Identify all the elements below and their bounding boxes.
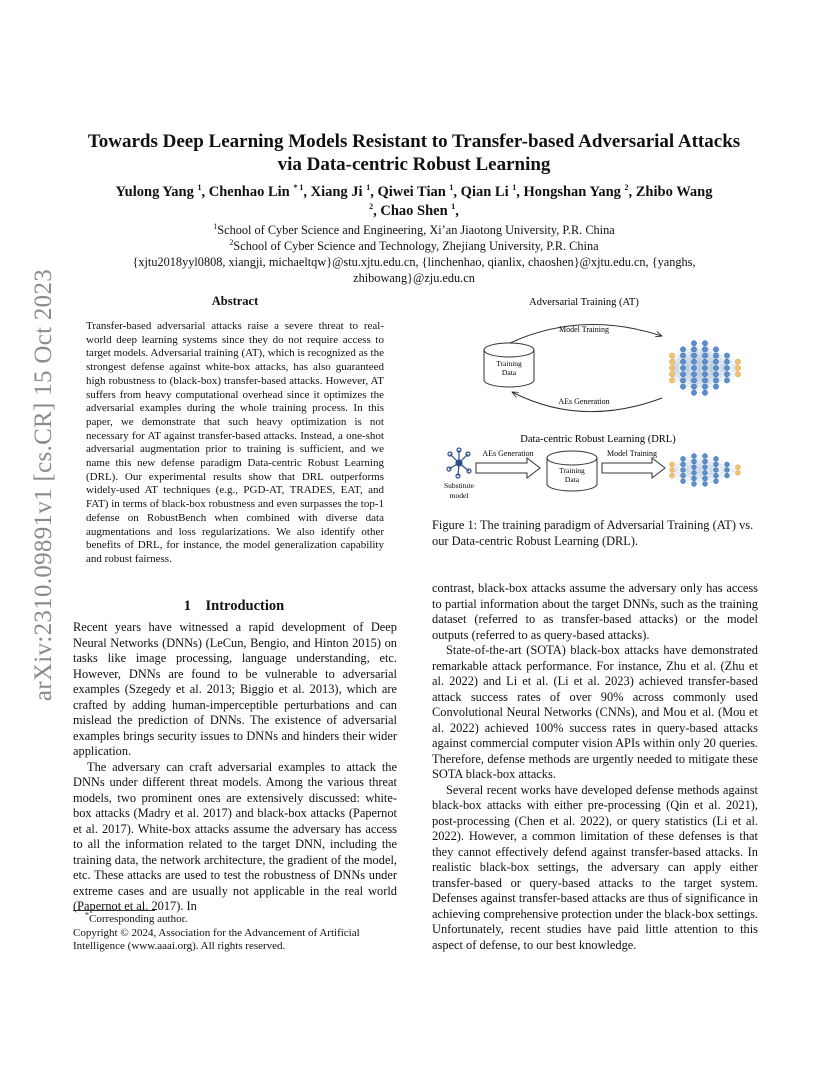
network-node	[736, 470, 741, 475]
network-node	[680, 347, 685, 352]
title-line-2: via Data-centric Robust Learning	[277, 154, 551, 175]
network-node	[702, 384, 707, 389]
emails-line-1: {xjtu2018yyl0808, xiangji, michaeltqw}@stu.xjtu.edu.cn, {linchenhao, qianlix, chaoshen}@xjtu.edu.cn, {yanghs,	[132, 255, 696, 269]
network-node	[713, 378, 718, 383]
affiliations	[60, 222, 768, 286]
affiliation-1: $^1$School of Cyber Science and Engineering, Xi’an Jiaotong University, P.R. China	[213, 221, 615, 237]
network-node	[713, 347, 718, 352]
network-node	[669, 372, 674, 377]
network-node	[735, 365, 740, 370]
network-node	[702, 365, 707, 370]
introduction-body	[73, 620, 397, 915]
at-training-data-cylinder	[484, 343, 534, 387]
drl-model-training-arrow	[602, 458, 665, 478]
network-node	[702, 372, 707, 377]
intro-paragraph-1: Recent years have witnessed a rapid development of Deep Neural Networks (DNNs) (LeCun, Bengio, and Hinton 2015) on tasks like image processing, language understanding, etc. However, DNNs are found to be vulnerable to adversarial examples (Szegedy et al. 2013; Biggio et al. 2013), which are crafted by adding human-imperceptible perturbations and can mislead the prediction of DNNs. The existence of adversarial examples brings security issues to DNNs and hinders their wider application.	[73, 620, 397, 758]
drl-aes-generation-label: AEs Generation	[482, 449, 534, 458]
network-node	[703, 454, 708, 459]
right-column-body	[432, 581, 758, 953]
network-node	[691, 372, 696, 377]
copyright-notice: Copyright © 2024, Association for the Advancement of Artificial Intelligence (www.aaai.org). All rights reserved.	[73, 926, 360, 952]
network-node	[669, 353, 674, 358]
network-node	[703, 470, 708, 475]
network-node	[724, 372, 729, 377]
network-node	[692, 459, 697, 464]
substitute-label: Substitute	[443, 481, 475, 490]
network-node	[714, 473, 719, 478]
right-paragraph-3: Several recent works have developed defense methods against black-box attacks with either pre-processing (Qin et al. 2021), post-processing (Chen et al. 2022), or query statistics (Li et al. 2022). However, a common limitation of these defenses is that they cannot effectively defend against transfer-based attacks. In realistic black-box settings, the adversary can apply either transfer-based or query-based attacks to the target system. Defenses against transfer-based attacks are thus of significance in achieving comprehensive protection under the black-box settings. Unfortunately, recent studies have paid little attention to this aspect of defense, to our best knowledge.	[432, 782, 758, 952]
at-data-label: Data	[501, 368, 517, 377]
network-node	[724, 365, 729, 370]
network-node	[725, 468, 730, 473]
network-node	[680, 378, 685, 383]
right-paragraph-2: State-of-the-art (SOTA) black-box attacks have demonstrated remarkable attack performance. For instance, Zhu et al. (Zhu et al. 2022) and Li et al. (Li et al. 2023) achieved transfer-based attack success rates of over 90% across commonly used Convolutional Neural Networks (CNNs), and Mou et al. (Mou et al. 2022) achieved 100% success rates in query-based attacks against commercial computer vision APIs within only 20 queries. Therefore, defense methods are urgently needed to mitigate these SOTA black-box attacks.	[432, 643, 758, 781]
network-node	[680, 372, 685, 377]
substitute-model-icon	[447, 448, 471, 478]
network-node	[724, 378, 729, 383]
network-node	[713, 359, 718, 364]
figure-1-diagram	[432, 288, 758, 510]
affiliation-2: $^2$School of Cyber Science and Technology, Zhejiang University, P.R. China	[229, 237, 599, 253]
network-node	[714, 456, 719, 461]
paper-title	[60, 130, 768, 176]
network-node	[713, 384, 718, 389]
network-node	[691, 390, 696, 395]
network-node	[680, 359, 685, 364]
abstract-text: Transfer-based adversarial attacks raise a severe threat to real-world deep learning systems since they do not require access to target models. Adversarial training (AT), which is recognized as the strongest defense against white-box attacks, has also guaranteed high robustness to (black-box) transfer-based attacks. However, AT suffers from heavy computational overhead since it optimizes the adversarial examples during the whole training process. In this paper, we demonstrate that such heavy optimization is not necessary for AT against transfer-based attacks. Instead, a one-shot adversarial augmentation prior to training is sufficient, and we name this new defense paradigm Data-centric Robust Learning (DRL). Our experimental results show that DRL outperforms widely-used AT techniques (e.g., PGD-AT, TRADES, EAT, and FAT) in terms of black-box robustness and even surpasses the top-1 defense on RobustBench when combined with diverse data augmentations and loss regularizations. We also identify other benefits of DRL, for instance, the model generalization capability and robust fairness.	[86, 320, 384, 565]
emails-line-2: zhibowang}@zju.edu.cn	[353, 271, 475, 285]
network-node	[691, 353, 696, 358]
drl-neural-network-icon	[670, 454, 741, 487]
network-node	[692, 465, 697, 470]
drl-model-training-label: Model Training	[606, 449, 658, 458]
at-section-title: Adversarial Training (AT)	[529, 297, 639, 308]
drl-section-title: Data-centric Robust Learning (DRL)	[520, 434, 676, 445]
network-node	[670, 462, 675, 467]
network-node	[680, 384, 685, 389]
network-node	[702, 341, 707, 346]
author-list	[60, 183, 768, 221]
network-node	[680, 365, 685, 370]
network-node	[669, 378, 674, 383]
network-node	[702, 347, 707, 352]
network-node	[669, 359, 674, 364]
network-node	[669, 365, 674, 370]
network-node	[725, 473, 730, 478]
at-neural-network-icon	[669, 341, 740, 396]
right-paragraph-1: contrast, black-box attacks assume the adversary only has access to partial information about the target DNNs, such as the training dataset (referred to as transfer-based attacks) or the model outputs (referred to as query-based attacks).	[432, 581, 758, 642]
network-node	[736, 465, 741, 470]
network-node	[714, 462, 719, 467]
network-node	[692, 482, 697, 487]
model-label: model	[449, 491, 469, 500]
network-node	[702, 390, 707, 395]
figure-1-caption: Figure 1: The training paradigm of Adversarial Training (AT) vs. our Data-centric Robust Learning (DRL).	[432, 518, 754, 548]
network-node	[703, 482, 708, 487]
drl-training-label: Training	[559, 466, 585, 475]
at-aes-generation-label: AEs Generation	[558, 397, 610, 406]
at-training-label: Training	[496, 359, 522, 368]
network-node	[692, 476, 697, 481]
drl-aes-generation-arrow	[476, 458, 540, 478]
network-node	[691, 347, 696, 352]
network-node	[702, 378, 707, 383]
footnote	[73, 910, 397, 954]
drl-training-data-cylinder	[547, 451, 597, 491]
network-node	[691, 365, 696, 370]
network-node	[681, 473, 686, 478]
drl-data-label: Data	[564, 475, 580, 484]
title-line-1: Towards Deep Learning Models Resistant to Transfer-based Adversarial Attacks	[87, 131, 741, 152]
network-node	[681, 479, 686, 484]
abstract-heading: Abstract	[211, 294, 259, 308]
network-node	[735, 372, 740, 377]
network-node	[714, 468, 719, 473]
network-node	[714, 479, 719, 484]
network-node	[670, 473, 675, 478]
network-node	[691, 384, 696, 389]
network-node	[680, 353, 685, 358]
network-node	[681, 456, 686, 461]
network-node	[724, 359, 729, 364]
network-node	[681, 468, 686, 473]
corresponding-author-note: *Corresponding author.	[85, 910, 188, 925]
network-node	[724, 353, 729, 358]
introduction-heading: 1 Introduction	[183, 598, 285, 614]
network-node	[691, 378, 696, 383]
network-node	[713, 353, 718, 358]
network-node	[692, 470, 697, 475]
network-node	[703, 465, 708, 470]
authors-line-1: Yulong Yang $^1$, Chenhao Lin $^{* 1}$, Xiang Ji $^1$, Qiwei Tian $^1$, Qian Li $^1$, Hongshan Yang $^2$, Zhibo Wang	[115, 183, 713, 200]
network-node	[735, 359, 740, 364]
network-node	[670, 468, 675, 473]
network-node	[681, 462, 686, 467]
authors-line-2: $^2$, Chao Shen $^1$,	[369, 202, 459, 219]
arxiv-side-stamp	[24, 268, 64, 702]
network-node	[713, 365, 718, 370]
network-node	[703, 459, 708, 464]
network-node	[692, 454, 697, 459]
network-node	[691, 341, 696, 346]
network-node	[691, 359, 696, 364]
network-node	[702, 353, 707, 358]
network-node	[725, 462, 730, 467]
network-node	[703, 476, 708, 481]
at-model-training-label: Model Training	[558, 325, 610, 334]
arxiv-identifier: arXiv:2310.09891v1 [cs.CR] 15 Oct 2023	[30, 268, 57, 702]
network-node	[702, 359, 707, 364]
intro-paragraph-2: The adversary can craft adversarial examples to attack the DNNs under different threat models. Among the various threat models, two prominent ones are extensively discussed: white-box attacks (Madry et al. 2017) and black-box attacks (Papernot et al. 2017). White-box attacks assume the adversary has access to all the information related to the target DNN, including the training data, the network architecture, the gradient of the model, etc. These attacks are used to test the robustness of DNNs under extreme cases and are usually not applicable in the real world (Papernot et al. 2017). In	[73, 759, 397, 913]
network-node	[713, 372, 718, 377]
